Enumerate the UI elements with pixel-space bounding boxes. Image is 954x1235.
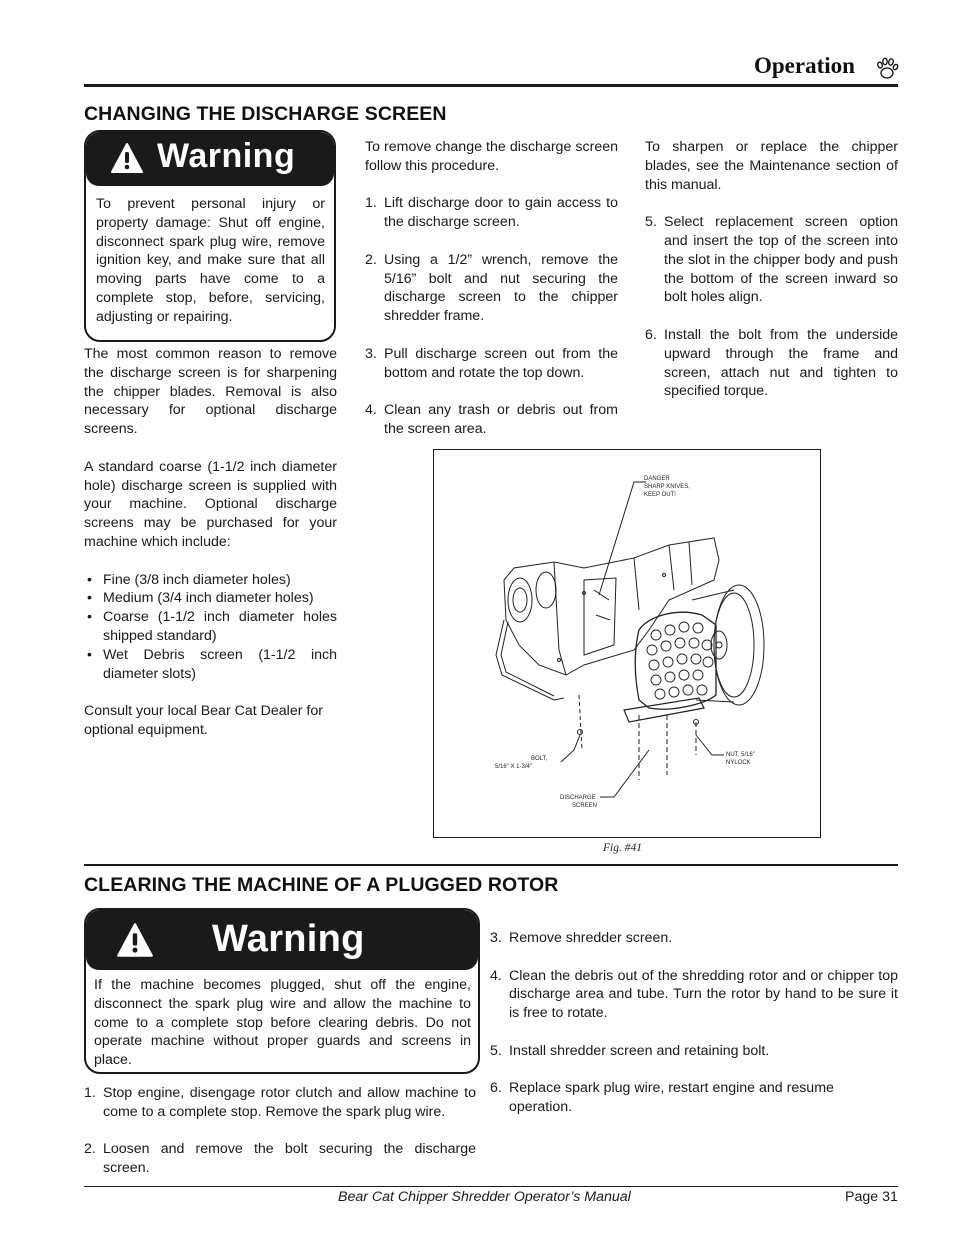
column-1: [84, 345, 337, 759]
warning-title: Warning: [212, 918, 365, 960]
warning-box: [84, 130, 336, 342]
list-item: 2. Using a 1/2” wrench, remove the 5/16” bolt and nut securing the discharge screen to the chipper shredder frame.: [365, 251, 618, 325]
column-2: [365, 138, 618, 458]
warning-text: To prevent personal injury or property damage: Shut off engine, disconnect spark plug wire, remove ignition key, and make sure that all moving parts have come to a complete stop, before, servicing, adjusting or repairing.: [96, 196, 325, 325]
list-item: • Wet Debris screen (1-1/2 inch diameter slots): [87, 646, 337, 682]
section2-right-steps: [490, 929, 898, 1136]
list-item: 5. Select replacement screen option and insert the top of the screen into the slot in the chipper body and push the bottom of the screen inward so bolt holes align.: [645, 214, 898, 306]
list-item: 1. Stop engine, disengage rotor clutch and allow machine to come to a complete stop. Remove the spark plug wire.: [84, 1085, 476, 1120]
label-discharge-screen: DISCHARGE SCREEN: [560, 795, 598, 809]
warning-title: Warning: [157, 137, 296, 175]
figure-41: [433, 449, 821, 838]
list-item: 3. Pull discharge screen out from the bottom and rotate the top down.: [365, 345, 618, 381]
warning-text: If the machine becomes plugged, shut off the engine, disconnect the spark plug wire and allow the machine to come to a complete stop before clearing debris. Do not operate machine without proper guards and screens in place.: [94, 977, 471, 1069]
screen-options-list: [84, 571, 337, 684]
warning-triangle-icon: [110, 142, 144, 174]
paragraph: A standard coarse (1-1/2 inch diameter hole) discharge screen is supplied with your machine. Optional discharge screens may be purchased for your machine which include:: [84, 458, 337, 550]
label-nut: NUT, 5/16" NYLOCK: [726, 752, 755, 766]
warning-header: [86, 910, 478, 970]
section-title-changing-screen: CHANGING THE DISCHARGE SCREEN: [84, 103, 447, 125]
list-item: 6. Install the bolt from the underside upward through the frame and screen, attach nut and tighten to specified torque.: [645, 326, 898, 400]
section-divider: [84, 864, 898, 866]
paragraph: To sharpen or replace the chipper blades, see the Maintenance section of this manual.: [645, 139, 898, 193]
paragraph: Consult your local Bear Cat Dealer for optional equipment.: [84, 703, 323, 738]
bear-paw-icon: [874, 56, 900, 82]
list-item: 2. Loosen and remove the bolt securing the discharge screen.: [84, 1141, 476, 1177]
label-danger: DANGER SHARP KNIVES, KEEP OUT!: [644, 476, 690, 498]
footer-rule: [84, 1186, 898, 1187]
column-3: [645, 138, 898, 420]
warning-triangle-icon: [116, 922, 154, 958]
section2-left-steps: [84, 1084, 476, 1197]
list-item: 4. Clean the debris out of the shredding rotor and or chipper top discharge area and tube. Turn the rotor by hand to be sure it is free to rotate.: [490, 967, 898, 1022]
list-item: 3. Remove shredder screen.: [490, 930, 673, 946]
list-item: • Coarse (1-1/2 inch diameter holes shipped standard): [87, 609, 337, 644]
label-bolt: BOLT, 5/16" X 1-3/4": [495, 756, 548, 770]
paragraph: The most common reason to remove the discharge screen is for sharpening the chipper blades. Removal is also necessary for optional discharge screens.: [84, 346, 337, 438]
list-item: • Fine (3/8 inch diameter holes): [87, 571, 291, 588]
footer-manual-title: Bear Cat Chipper Shredder Operator’s Manual: [338, 1189, 631, 1205]
list-item: 5. Install shredder screen and retaining bolt.: [490, 1042, 770, 1059]
paragraph: To remove change the discharge screen follow this procedure.: [365, 139, 618, 174]
footer-page-number: Page 31: [845, 1189, 898, 1205]
warning-box: [84, 908, 480, 1074]
list-item: • Medium (3/4 inch diameter holes): [87, 590, 314, 607]
list-item: 1. Lift discharge door to gain access to the discharge screen.: [365, 195, 618, 231]
list-item: 4. Clean any trash or debris out from the screen area.: [365, 402, 618, 437]
warning-header: [86, 132, 334, 186]
figure-caption: Fig. #41: [603, 842, 642, 854]
section-title-plugged-rotor: CLEARING THE MACHINE OF A PLUGGED ROTOR: [84, 874, 559, 896]
header-rule: [84, 84, 898, 87]
header-title: Operation: [754, 53, 855, 78]
list-item: 6. Replace spark plug wire, restart engine and resume operation.: [490, 1080, 834, 1116]
discharge-screen-diagram: [434, 450, 820, 837]
